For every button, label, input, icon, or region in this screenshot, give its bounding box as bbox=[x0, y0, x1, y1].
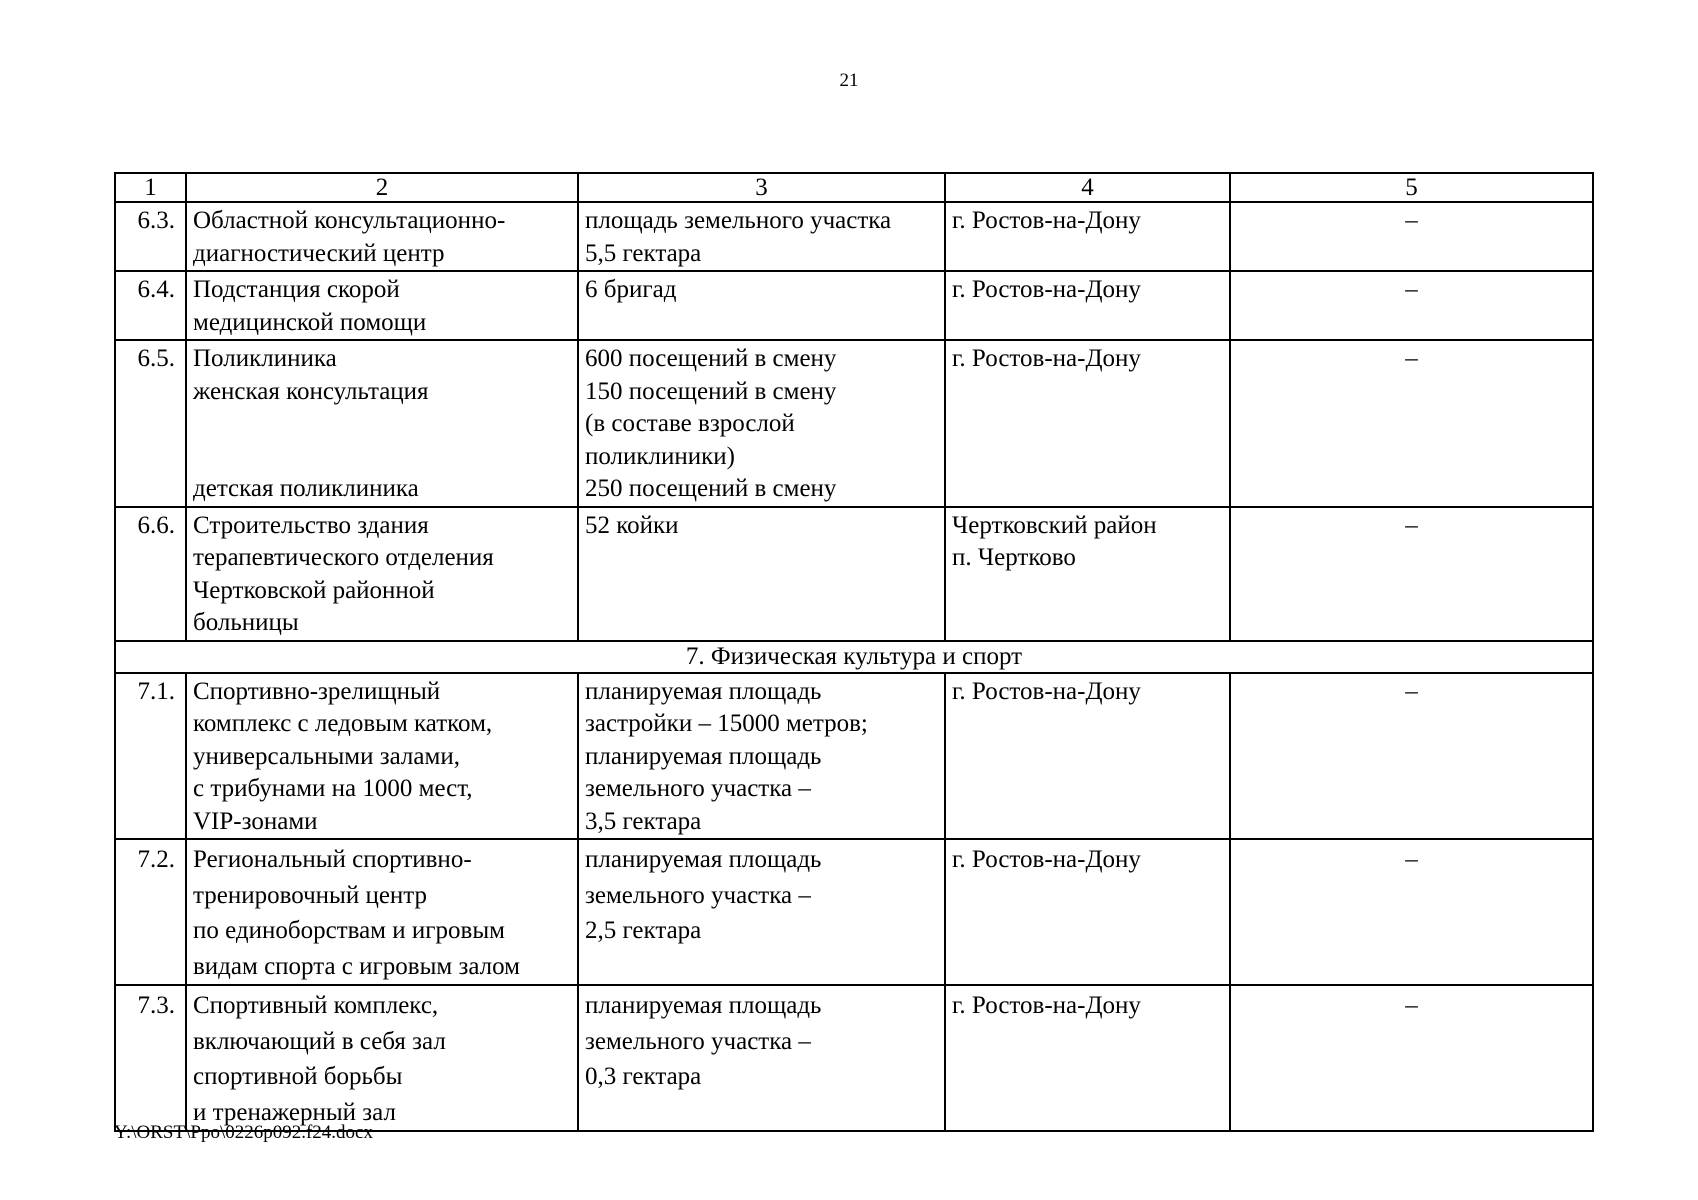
facility-capacity: планируемая площадь земельного участка – 2,5 гектара bbox=[578, 839, 945, 985]
document-table bbox=[114, 172, 1594, 1132]
row-number: 6.6. bbox=[115, 507, 186, 641]
facility-note: – bbox=[1230, 340, 1593, 507]
facility-location: Чертковский район п. Чертково bbox=[945, 507, 1230, 641]
row-number: 7.3. bbox=[115, 985, 186, 1131]
table-row bbox=[115, 673, 1593, 840]
row-number: 7.2. bbox=[115, 839, 186, 985]
row-number: 6.3. bbox=[115, 202, 186, 271]
facility-name: Областной консультационно- диагностический центр bbox=[186, 202, 578, 271]
facility-name: Поликлиника женская консультация детская поликлиника bbox=[186, 340, 578, 507]
facility-location: г. Ростов-на-Дону bbox=[945, 985, 1230, 1131]
table-row bbox=[115, 985, 1593, 1131]
facility-capacity: 600 посещений в смену 150 посещений в смену (в составе взрослой поликлиники) 250 посещений в смену bbox=[578, 340, 945, 507]
row-number: 7.1. bbox=[115, 673, 186, 840]
table-row bbox=[115, 340, 1593, 507]
facility-note: – bbox=[1230, 271, 1593, 340]
table-header-row bbox=[115, 173, 1593, 202]
column-header-3: 3 bbox=[578, 173, 945, 202]
footer-file-path: Y:\ORST\Ppo\0226p092.f24.docx bbox=[114, 1122, 373, 1143]
facility-location: г. Ростов-на-Дону bbox=[945, 202, 1230, 271]
page-number: 21 bbox=[839, 70, 859, 91]
column-header-2: 2 bbox=[186, 173, 578, 202]
facility-name: Строительство здания терапевтического отделения Чертковской районной больницы bbox=[186, 507, 578, 641]
row-number: 6.5. bbox=[115, 340, 186, 507]
facility-note: – bbox=[1230, 985, 1593, 1131]
facility-note: – bbox=[1230, 202, 1593, 271]
facility-capacity: площадь земельного участка 5,5 гектара bbox=[578, 202, 945, 271]
table-row bbox=[115, 839, 1593, 985]
facility-name: Спортивно-зрелищный комплекс с ледовым катком, универсальными залами, с трибунами на 1000 мест, VIP-зонами bbox=[186, 673, 578, 840]
facility-location: г. Ростов-на-Дону bbox=[945, 673, 1230, 840]
facility-note: – bbox=[1230, 673, 1593, 840]
facility-note: – bbox=[1230, 507, 1593, 641]
table-row bbox=[115, 202, 1593, 271]
column-header-4: 4 bbox=[945, 173, 1230, 202]
table-row bbox=[115, 507, 1593, 641]
facility-capacity: 6 бригад bbox=[578, 271, 945, 340]
column-header-5: 5 bbox=[1230, 173, 1593, 202]
facility-name: Региональный спортивно- тренировочный центр по единоборствам и игровым видам спорта с игровым залом bbox=[186, 839, 578, 985]
facility-capacity: 52 койки bbox=[578, 507, 945, 641]
facility-name: Спортивный комплекс, включающий в себя зал спортивной борьбы и тренажерный зал bbox=[186, 985, 578, 1131]
facility-capacity: планируемая площадь земельного участка – 0,3 гектара bbox=[578, 985, 945, 1131]
table-row bbox=[115, 271, 1593, 340]
section-title: 7. Физическая культура и спорт bbox=[115, 641, 1593, 673]
facility-capacity: планируемая площадь застройки – 15000 метров; планируемая площадь земельного участка – 3,5 гектара bbox=[578, 673, 945, 840]
facility-location: г. Ростов-на-Дону bbox=[945, 340, 1230, 507]
facility-note: – bbox=[1230, 839, 1593, 985]
section-heading-row bbox=[115, 641, 1593, 673]
facility-location: г. Ростов-на-Дону bbox=[945, 839, 1230, 985]
facility-name: Подстанция скорой медицинской помощи bbox=[186, 271, 578, 340]
row-number: 6.4. bbox=[115, 271, 186, 340]
facility-location: г. Ростов-на-Дону bbox=[945, 271, 1230, 340]
column-header-1: 1 bbox=[115, 173, 186, 202]
